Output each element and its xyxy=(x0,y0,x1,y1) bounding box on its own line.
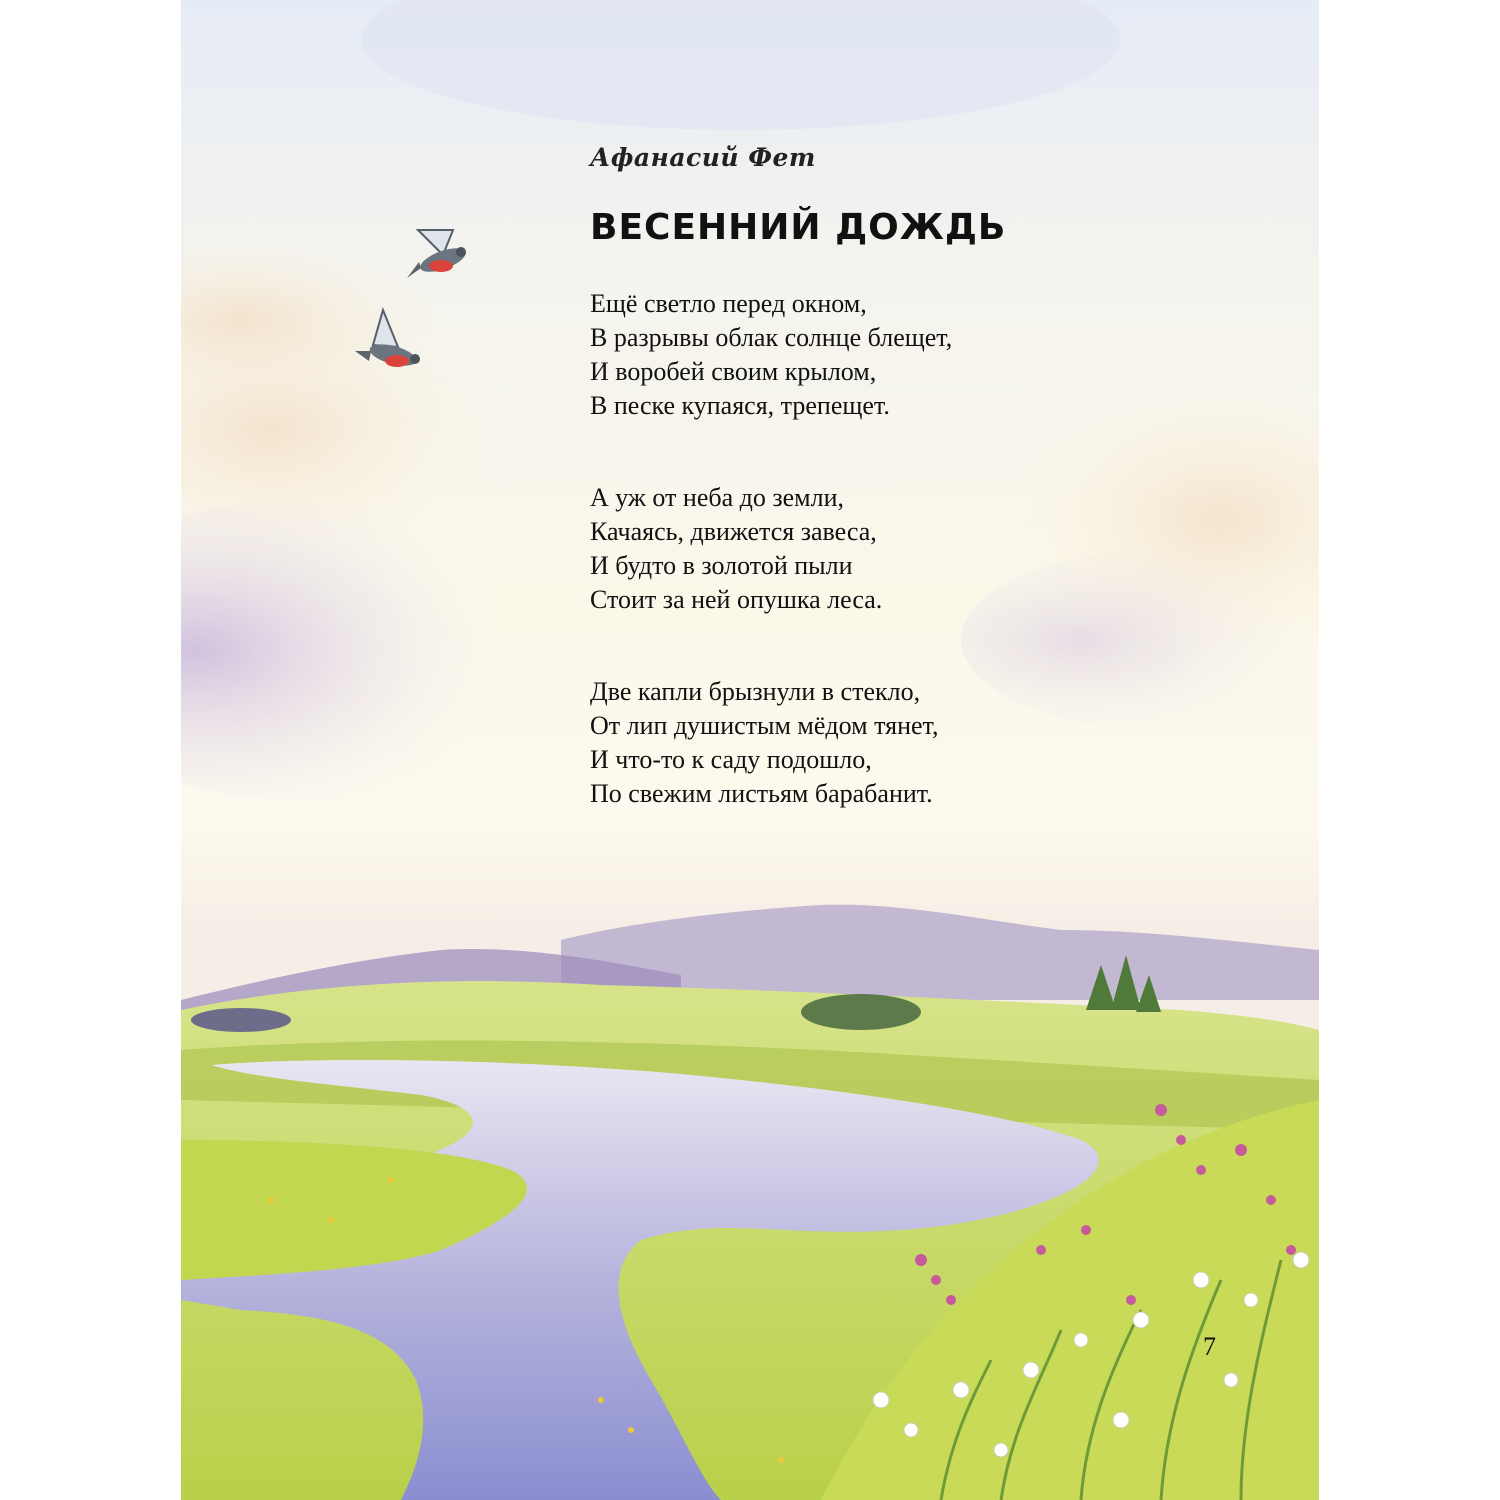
poem-line: По свежим листьям барабанит. xyxy=(590,779,933,808)
page-number: 7 xyxy=(1203,1332,1216,1361)
poem-title: ВЕСЕННИЙ ДОЖДЬ xyxy=(590,207,1007,248)
poem-line: Ещё светло перед окном, xyxy=(590,289,867,318)
poem-line: И что-то к саду подошло, xyxy=(590,745,872,774)
stanza xyxy=(590,675,952,811)
poem-line: В песке купаяся, трепещет. xyxy=(590,391,890,420)
poem-line: От лип душистым мёдом тянет, xyxy=(590,711,939,740)
poem-author: Афанасий Фет xyxy=(590,143,816,172)
poem-body xyxy=(590,287,952,869)
poem-line: И воробей своим крылом, xyxy=(590,357,877,386)
book-page xyxy=(181,0,1319,1500)
poem-line: Две капли брызнули в стекло, xyxy=(590,677,921,706)
bird-icon xyxy=(407,230,469,278)
poem-line: А уж от неба до земли, xyxy=(590,483,845,512)
stanza xyxy=(590,287,952,423)
stanza xyxy=(590,481,952,617)
poem-line: И будто в золотой пыли xyxy=(590,551,853,580)
poem-line: В разрывы облак солнце блещет, xyxy=(590,323,953,352)
poem-line: Качаясь, движется завеса, xyxy=(590,517,877,546)
poem-line: Стоит за ней опушка леса. xyxy=(590,585,883,614)
